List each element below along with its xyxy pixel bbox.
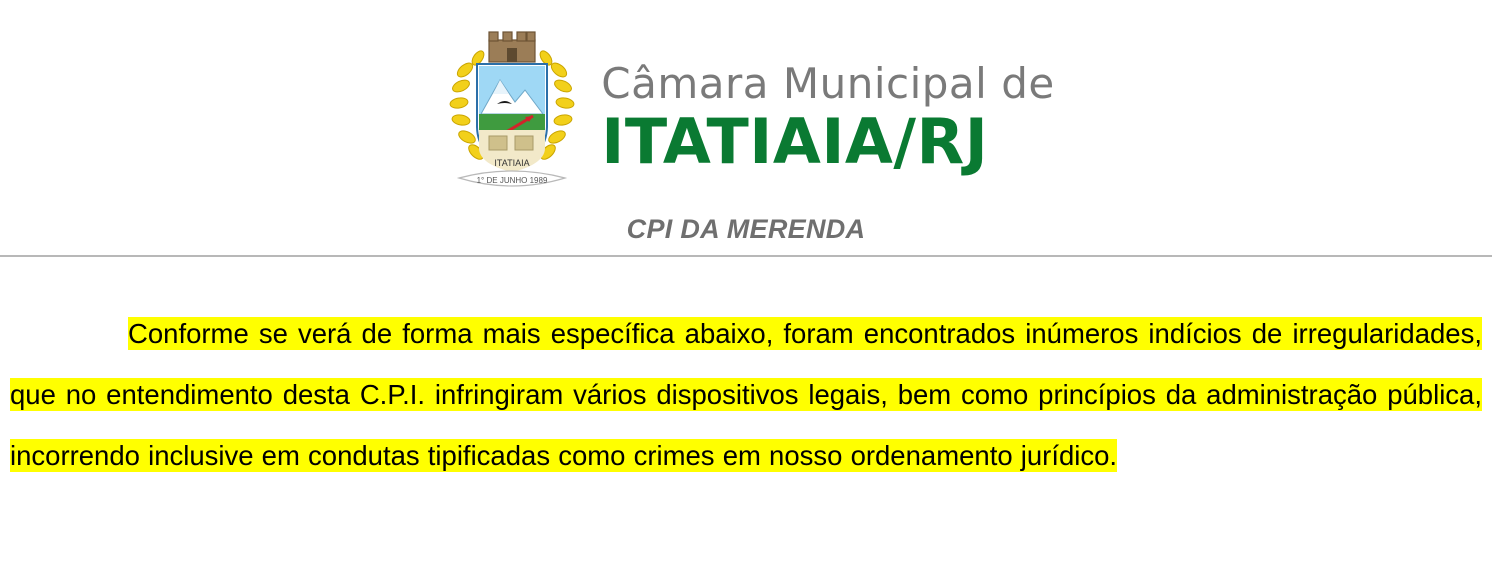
document-subtitle: CPI DA MERENDA — [626, 214, 866, 244]
institution-name-line1: Câmara Municipal de — [601, 59, 1055, 109]
institution-title-block — [601, 52, 1055, 178]
document-body — [0, 257, 1492, 486]
document-header — [0, 0, 1492, 208]
institution-name-line2: ITATIAIA/RJ — [601, 104, 989, 178]
crest-date-text: 1° DE JUNHO 1989 — [476, 176, 548, 185]
body-paragraph — [10, 303, 1482, 486]
crest-motto-text: ITATIAIA — [494, 158, 530, 168]
coat-of-arms-icon — [437, 18, 587, 208]
highlighted-text: Conforme se verá de forma mais específica abaixo, foram encontrados inúmeros indícios de irregularidades, que no entendimento desta C.P.I. infringiram vários dispositivos legais, bem como princípios da administração pública, incorrendo inclusive em condutas tipificadas como crimes em nosso ordenamento jurídico. — [10, 317, 1482, 471]
